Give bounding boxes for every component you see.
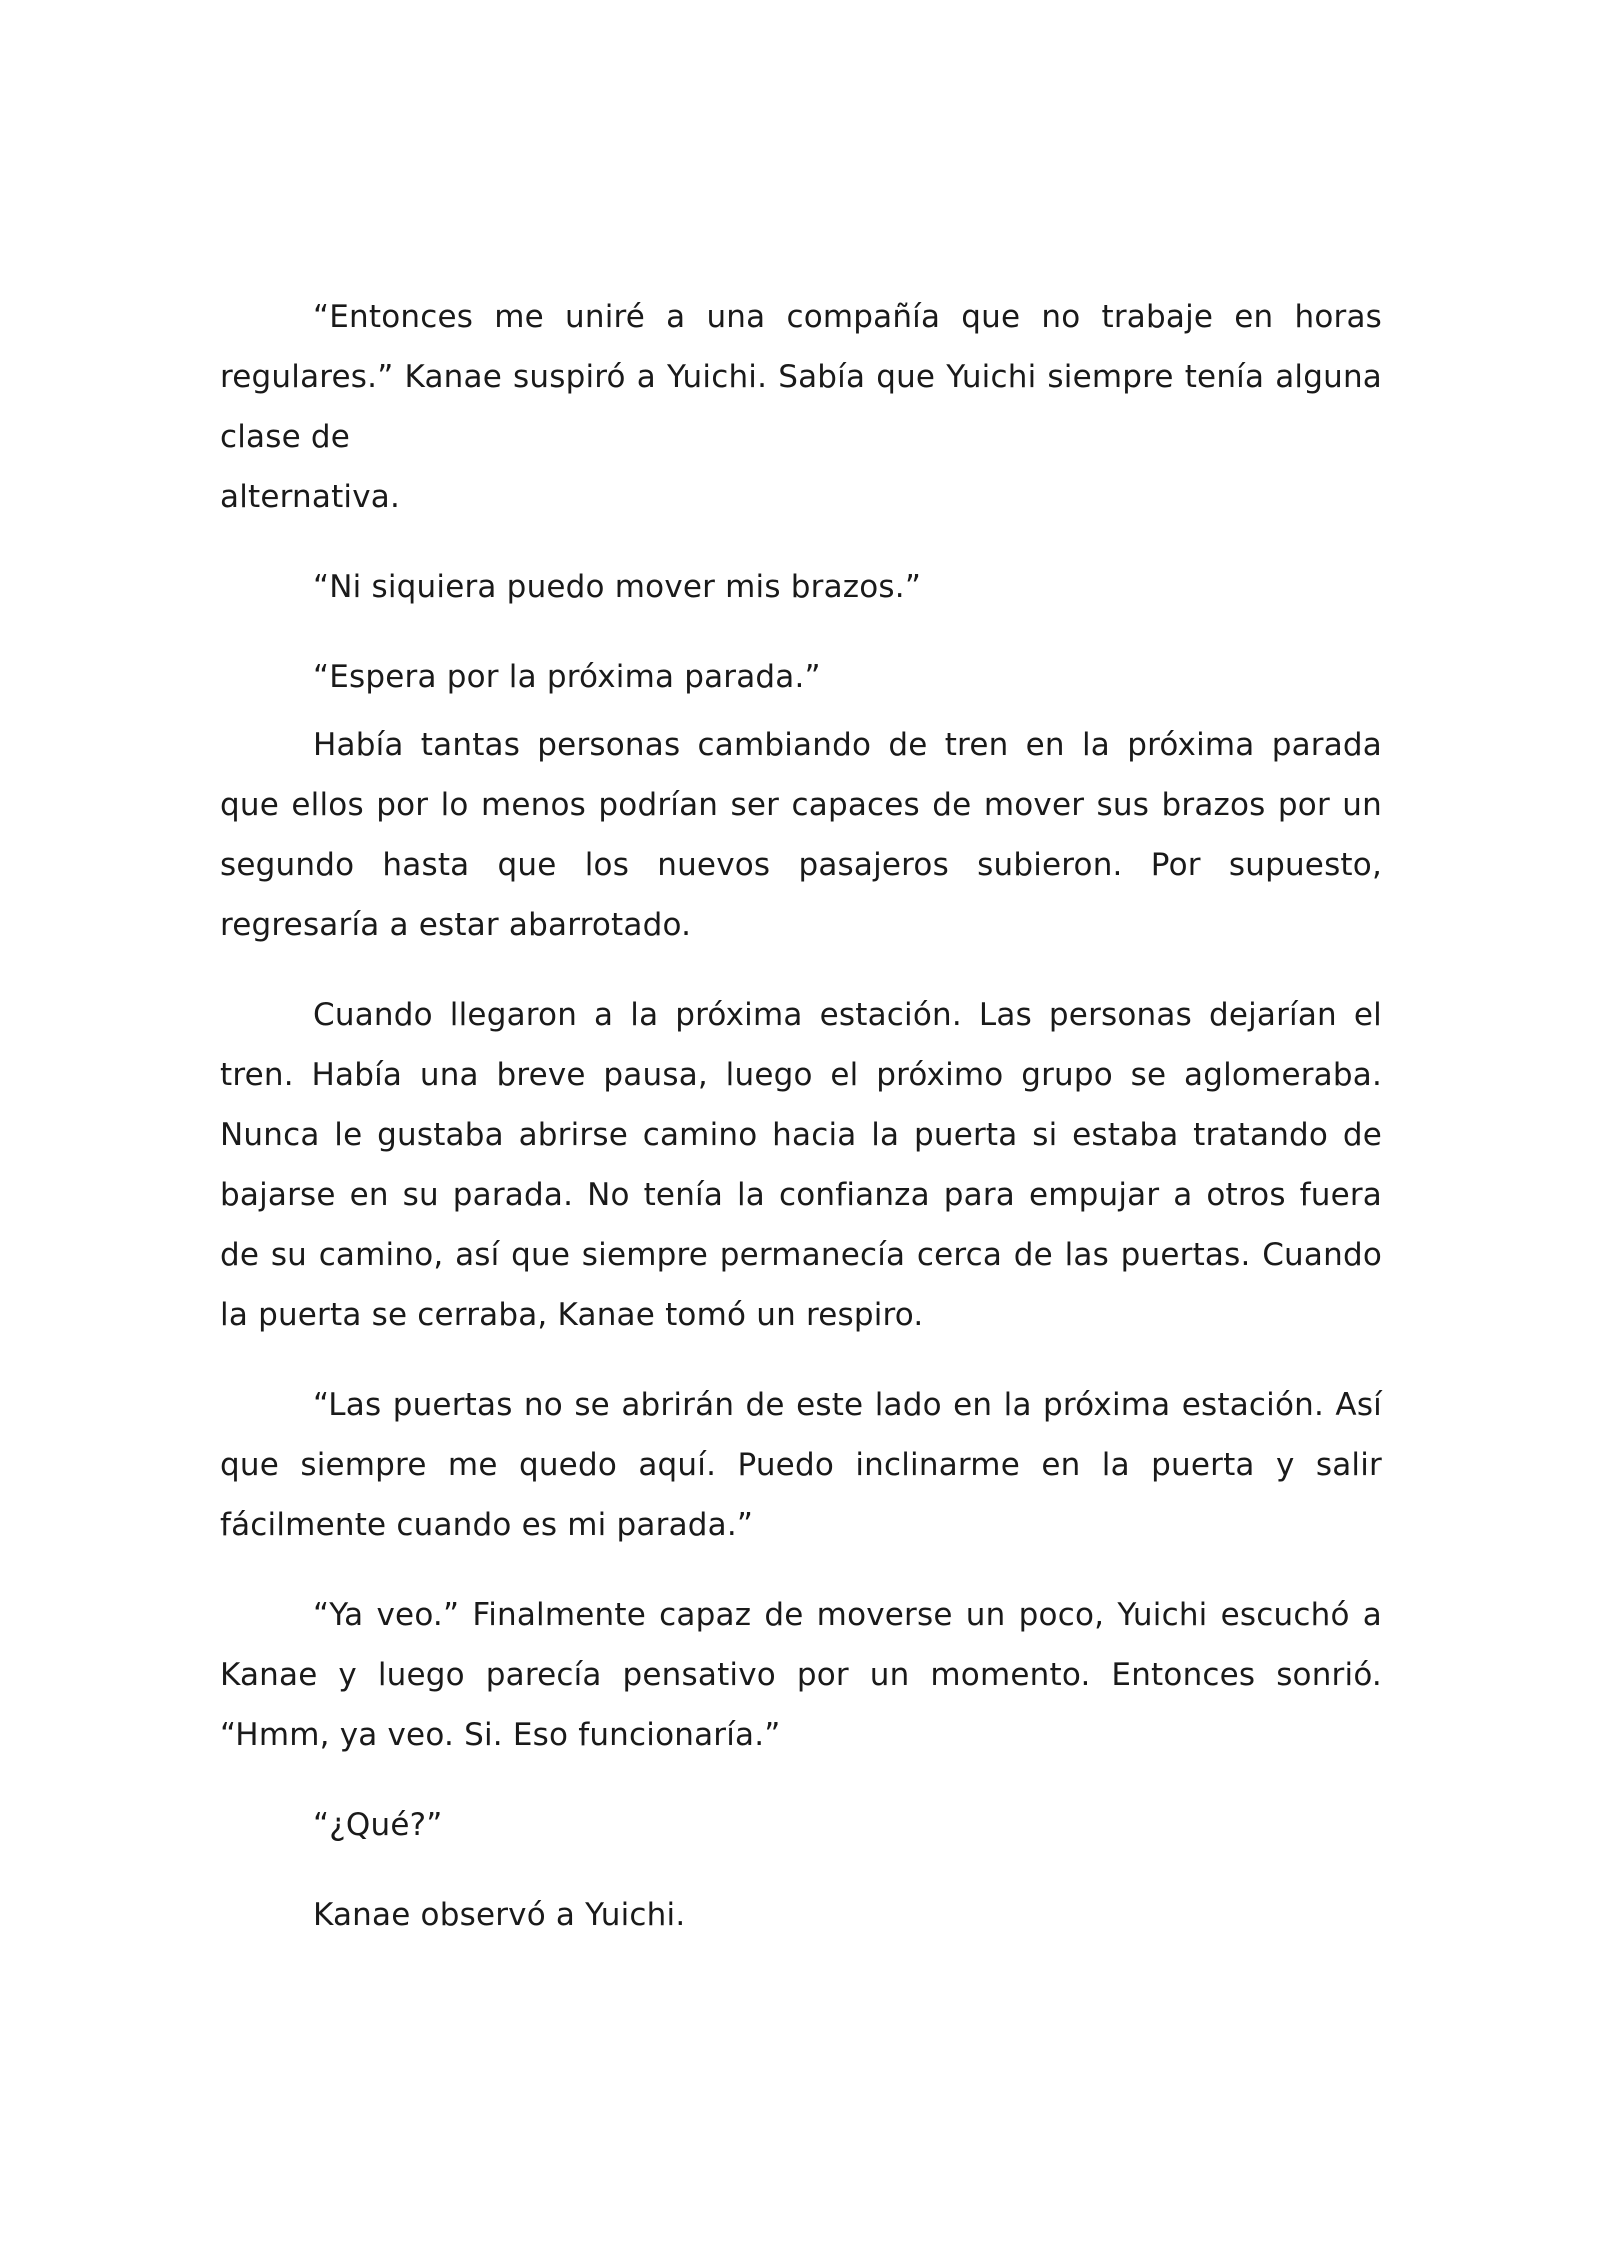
paragraph-1-continuation: alternativa.	[220, 479, 401, 515]
paragraph-1: “Entonces me uniré a una compañía que no trabaje en horas regulares.” Kanae suspiró a Yuichi. Sabía que Yuichi siempre tenía alguna clase de	[220, 299, 1382, 455]
paragraph-4: Había tantas personas cambiando de tren en la próxima parada que ellos por lo menos podrían ser capaces de mover sus brazos por un segundo hasta que los nuevos pasajeros subieron. Por supuesto, regresaría a estar abarrotado.	[220, 727, 1382, 943]
paragraph-8: “¿Qué?”	[313, 1807, 443, 1843]
paragraph-5: Cuando llegaron a la próxima estación. Las personas dejarían el tren. Había una breve pausa, luego el próximo grupo se aglomeraba. Nunca le gustaba abrirse camino hacia la puerta si estaba tratando de bajarse en su parada. No tenía la confianza para empujar a otros fuera de su camino, así que siempre permanecía cerca de las puertas. Cuando la puerta se cerraba, Kanae tomó un respiro.	[220, 997, 1382, 1333]
paragraph-3: “Espera por la próxima parada.”	[313, 659, 821, 695]
document-body	[220, 287, 1382, 1945]
paragraph-9: Kanae observó a Yuichi.	[313, 1897, 686, 1933]
paragraph-7: “Ya veo.” Finalmente capaz de moverse un poco, Yuichi escuchó a Kanae y luego parecía pensativo por un momento. Entonces sonrió. “Hmm, ya veo. Si. Eso funcionaría.”	[220, 1597, 1382, 1753]
paragraph-6: “Las puertas no se abrirán de este lado en la próxima estación. Así que siempre me quedo aquí. Puedo inclinarme en la puerta y salir fácilmente cuando es mi parada.”	[220, 1387, 1382, 1543]
paragraph-2: “Ni siquiera puedo mover mis brazos.”	[313, 569, 922, 605]
